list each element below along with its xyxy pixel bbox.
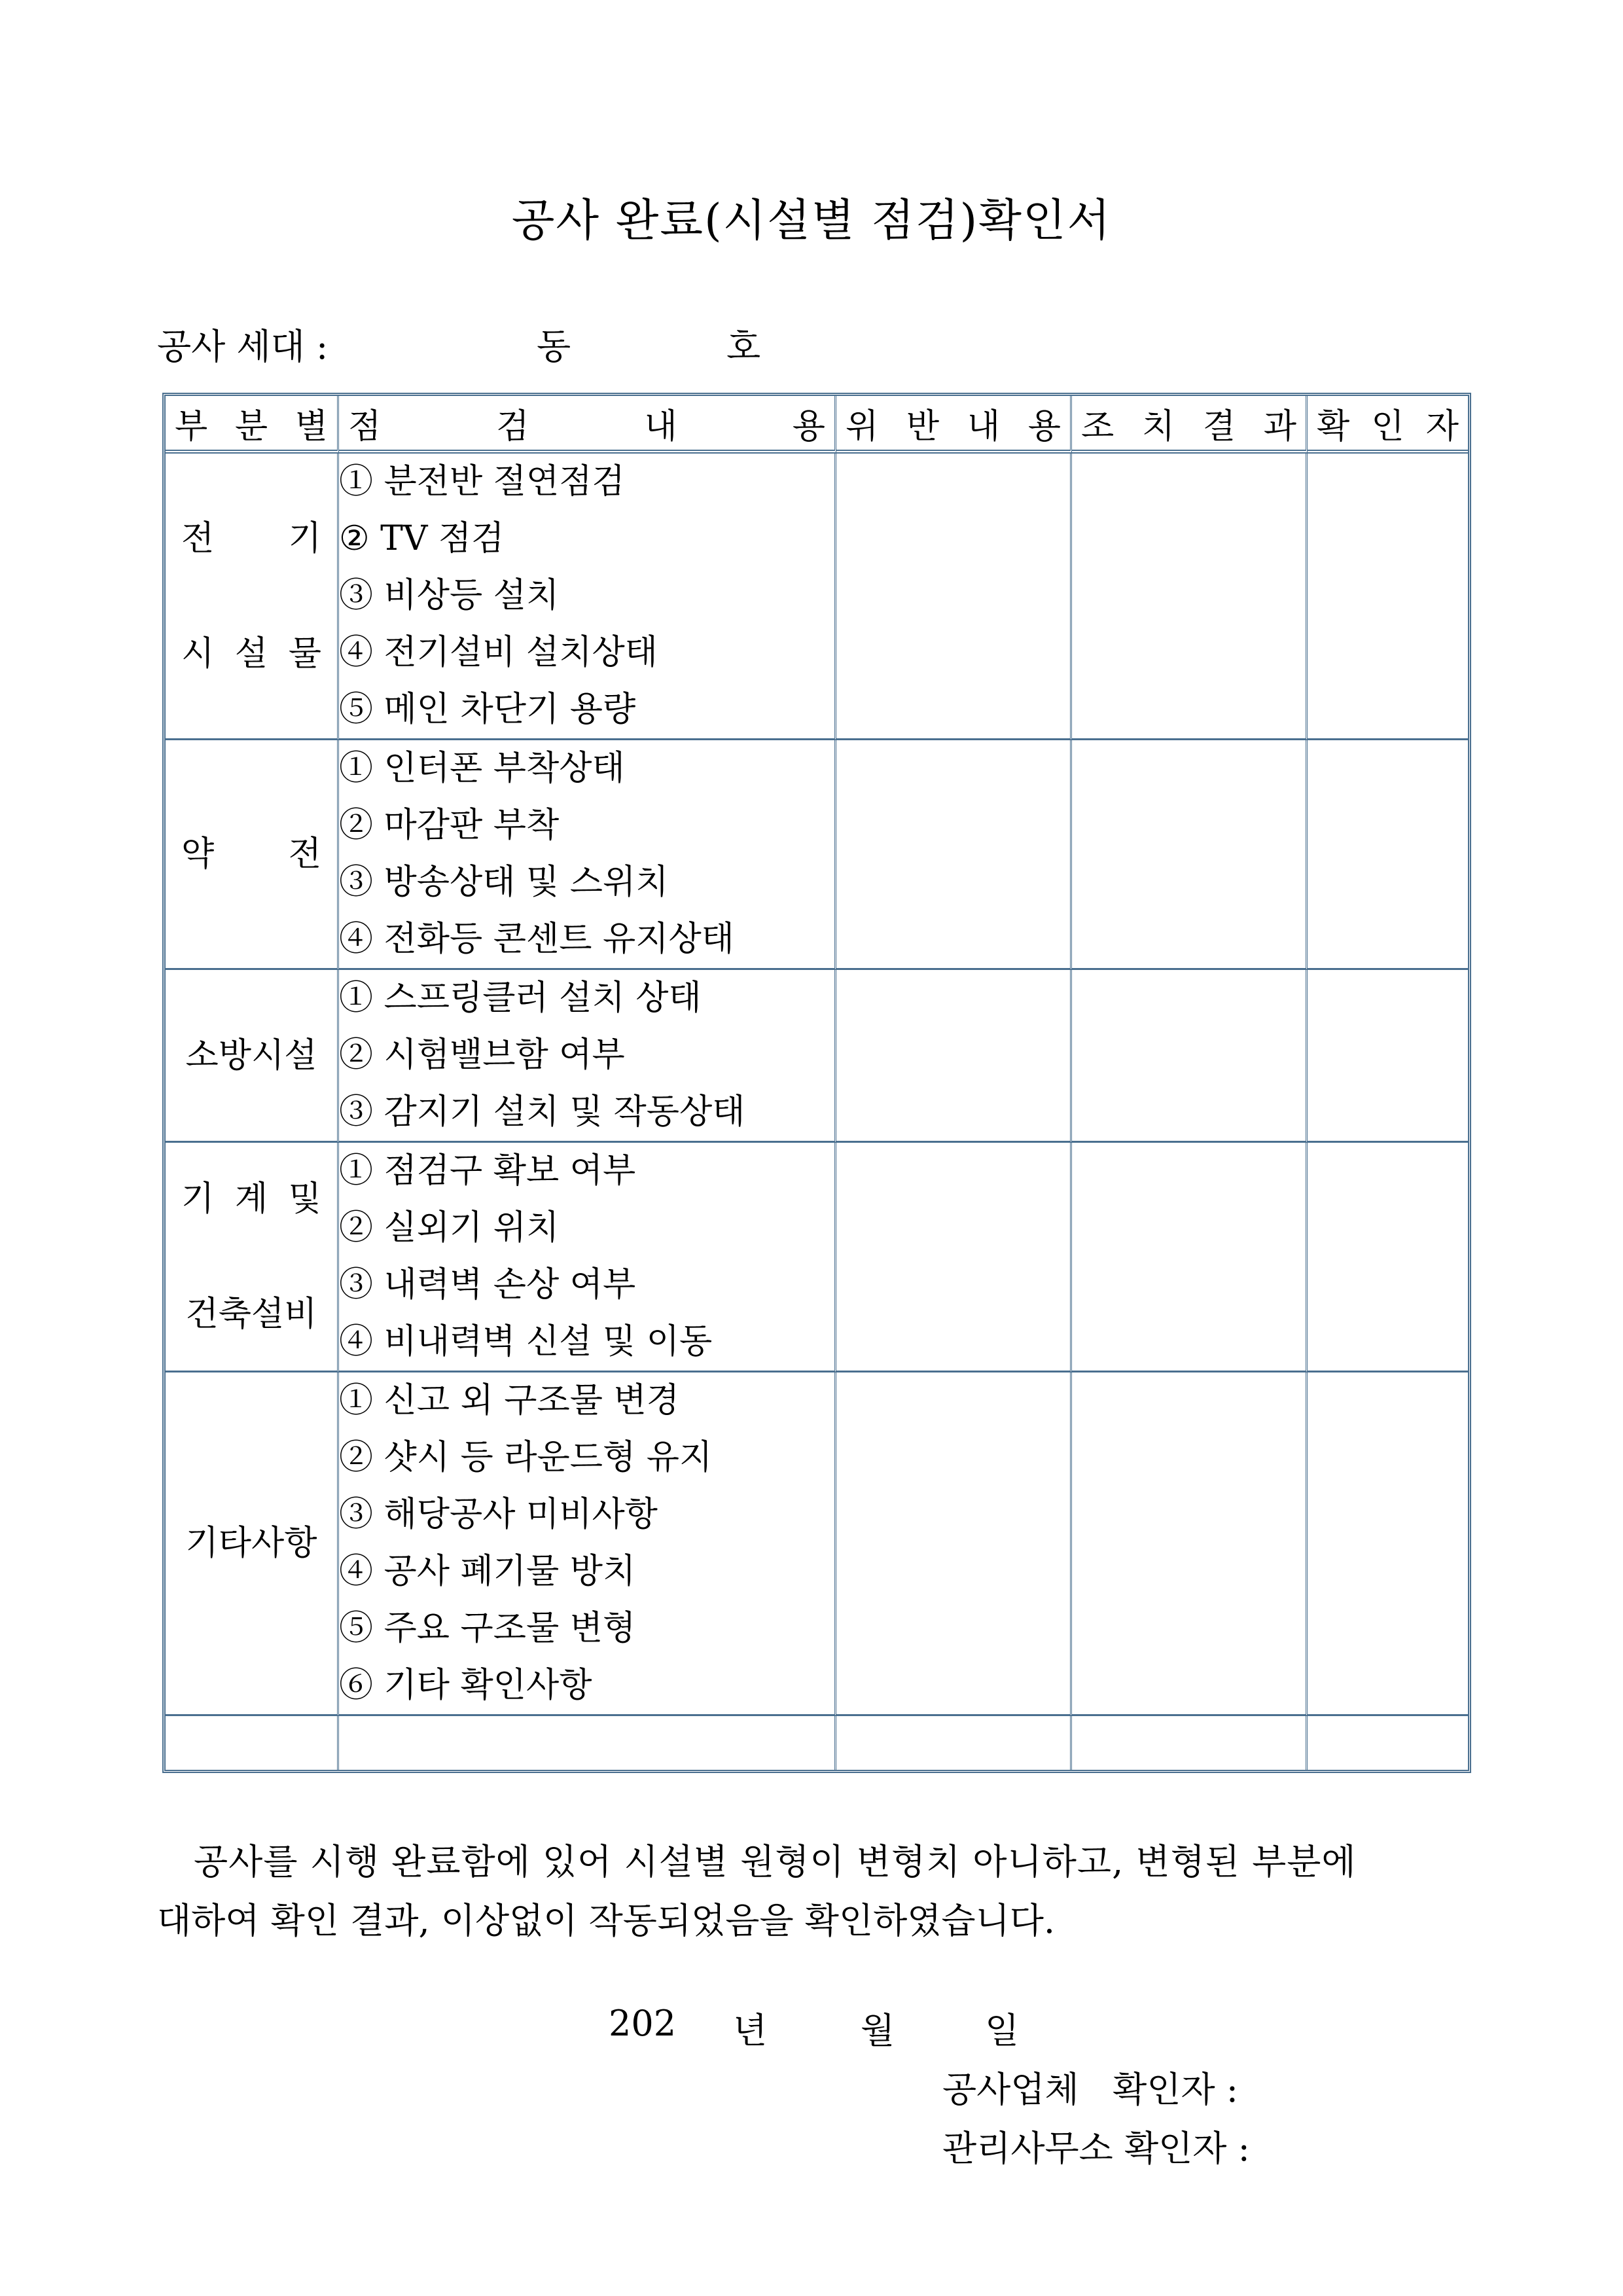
list-item: ② 마감판 부착 — [339, 806, 560, 845]
list-item: ③ 감지기 설치 및 작동상태 — [339, 1092, 745, 1132]
confirmer-cell[interactable] — [1308, 740, 1468, 970]
list-item: ① 인터폰 부착상태 — [339, 749, 625, 788]
list-item: ① 신고 외 구조물 변경 — [339, 1381, 679, 1420]
date-year-unit: 년 — [733, 2010, 768, 2051]
empty-cell[interactable] — [166, 1716, 339, 1770]
confirmer-cell[interactable] — [1308, 1372, 1468, 1716]
items-other — [339, 1372, 836, 1716]
violation-cell[interactable] — [836, 1372, 1072, 1716]
empty-row — [166, 1716, 1468, 1770]
list-item: ③ 비상등 설치 — [339, 576, 560, 615]
confirmer-cell[interactable] — [1308, 970, 1468, 1143]
statement-line-1: 공사를 시행 완료함에 있어 시설별 원형이 변형치 아니하고, 변형된 부분에 — [194, 1841, 1357, 1882]
management-signature: 관리사무소 확인자 : — [942, 2128, 1250, 2169]
date-month-unit: 월 — [861, 2010, 895, 2051]
violation-cell[interactable] — [836, 454, 1072, 740]
empty-cell[interactable] — [1072, 1716, 1308, 1770]
list-item: ② TV 점검 — [339, 519, 505, 558]
table-row — [166, 740, 1468, 970]
empty-cell[interactable] — [836, 1716, 1072, 1770]
header-category: 부 분 별 — [166, 396, 339, 454]
list-item: ③ 방송상태 및 스위치 — [339, 863, 669, 902]
empty-cell[interactable] — [1308, 1716, 1468, 1770]
statement-line-2: 대하여 확인 결과, 이상없이 작동되었음을 확인하였습니다. — [157, 1900, 1056, 1941]
confirmer-cell[interactable] — [1308, 1143, 1468, 1372]
list-item: ⑤ 메인 차단기 용량 — [339, 690, 636, 729]
table-row — [166, 454, 1468, 740]
category-mechanical: 기 계 및 건축설비 — [166, 1143, 339, 1372]
table-row — [166, 1143, 1468, 1372]
dong-label: 동 — [537, 326, 571, 367]
list-item: ① 분전반 절연점검 — [339, 462, 625, 501]
list-item: ④ 공사 폐기물 방치 — [339, 1552, 636, 1591]
household-label: 공사 세대 : — [157, 326, 329, 367]
category-other: 기타사항 — [166, 1372, 339, 1716]
action-cell[interactable] — [1072, 1372, 1308, 1716]
ho-label: 호 — [726, 326, 761, 367]
list-item: ② 실외기 위치 — [339, 1208, 560, 1247]
items-mechanical — [339, 1143, 836, 1372]
header-content: 점 검 내 용 — [339, 396, 836, 454]
table-row — [166, 1372, 1468, 1716]
confirmation-statement — [157, 1833, 1479, 1950]
category-electric: 전 기 시 설 물 — [166, 454, 339, 740]
action-cell[interactable] — [1072, 454, 1308, 740]
list-item: ③ 내력벽 손상 여부 — [339, 1265, 636, 1304]
list-item: ② 샷시 등 라운드형 유지 — [339, 1438, 713, 1477]
items-electric — [339, 454, 836, 740]
violation-cell[interactable] — [836, 740, 1072, 970]
header-confirmer: 확 인 자 — [1308, 396, 1468, 454]
contractor-signature: 공사업체 확인자 : — [942, 2069, 1239, 2110]
items-fire — [339, 970, 836, 1143]
inspection-table — [162, 393, 1471, 1773]
list-item: ④ 전기설비 설치상태 — [339, 633, 658, 672]
category-low-voltage: 약 전 — [166, 740, 339, 970]
list-item: ① 스프링클러 설치 상태 — [339, 978, 702, 1018]
list-item: ④ 전화등 콘센트 유지상태 — [339, 920, 734, 959]
date-day-unit: 일 — [985, 2010, 1020, 2051]
list-item: ② 시험밸브함 여부 — [339, 1035, 625, 1075]
items-low-voltage — [339, 740, 836, 970]
list-item: ⑥ 기타 확인사항 — [339, 1666, 592, 1705]
action-cell[interactable] — [1072, 740, 1308, 970]
category-fire: 소방시설 — [166, 970, 339, 1143]
header-violation: 위 반 내 용 — [836, 396, 1072, 454]
action-cell[interactable] — [1072, 1143, 1308, 1372]
table-row — [166, 970, 1468, 1143]
document-title: 공사 완료(시설별 점검)확인서 — [511, 195, 1112, 247]
date-year: 202 — [609, 2003, 677, 2044]
action-cell[interactable] — [1072, 970, 1308, 1143]
confirmer-cell[interactable] — [1308, 454, 1468, 740]
header-action: 조 치 결 과 — [1072, 396, 1308, 454]
list-item: ⑤ 주요 구조물 변형 — [339, 1609, 636, 1648]
list-item: ③ 해당공사 미비사항 — [339, 1495, 658, 1534]
list-item: ① 점검구 확보 여부 — [339, 1151, 636, 1191]
empty-cell[interactable] — [339, 1716, 836, 1770]
table-header-row — [166, 396, 1468, 454]
violation-cell[interactable] — [836, 1143, 1072, 1372]
list-item: ④ 비내력벽 신설 및 이동 — [339, 1322, 713, 1361]
violation-cell[interactable] — [836, 970, 1072, 1143]
